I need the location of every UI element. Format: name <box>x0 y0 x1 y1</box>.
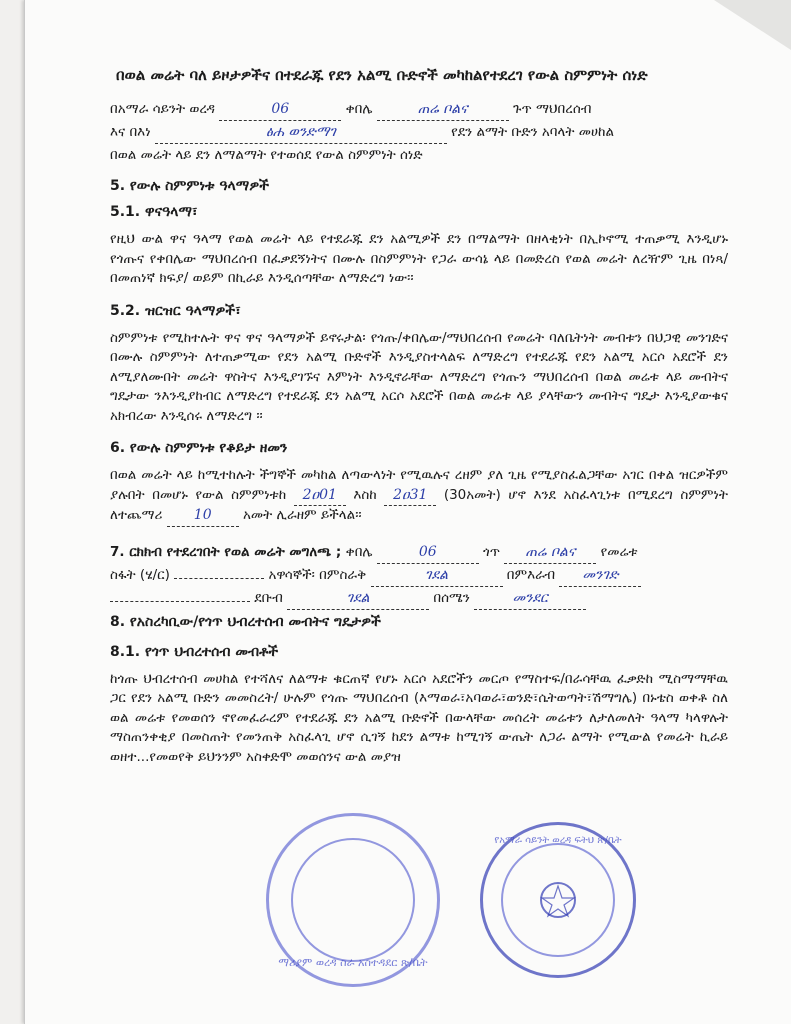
section-6-text-a: በወል መሬት ላይ ከሚተከሉት ችግኞች መካከል ለጣውላነት የሚዉሉና ረዘም ያለ ጊዜ የሚያስፈልጋቸው አገር በቀል ዝርዎችም ያሉበት በመሆኑ የውል ስምምነቱከ <box>110 467 728 503</box>
s7-got-value: ጠሬ ቦልና <box>504 541 596 564</box>
south-blank <box>110 601 250 602</box>
south-value: ገደል <box>287 587 429 610</box>
section-7-line-1 <box>110 541 728 564</box>
south-label: ደቡብ <box>254 589 283 606</box>
section-6-text-c: (30አመት) ሆኖ እንደ አስፈላጊነቱ በሚደረግ ስምምነት ለተጨማሪ <box>110 486 729 523</box>
section-8-heading: 8. የአስረካቢው/የጎጥ ህብረተሰብ መብትና ግዴታዎች <box>110 613 381 630</box>
extension-years: 10 <box>167 506 239 527</box>
contract-start-year: 2ዐ01 <box>294 486 346 507</box>
section-7-heading: 7. ርክክብ የተደረገበት የወል መሬት መግለጫ ; <box>110 543 342 560</box>
s7-kebele-label: ቀበሌ <box>345 543 373 560</box>
section-7-line-2 <box>110 564 728 587</box>
area-label: ስፋት (ሄ/ር) <box>110 566 170 583</box>
left-official-stamp <box>266 813 440 987</box>
section-5-2-heading: 5.2. ዝርዝር ዓላማዎች፣ <box>110 302 241 319</box>
north-value: መንደር <box>474 587 586 610</box>
party-suffix: የደን ልማት ቡድን አባላት መሀከል <box>451 124 615 140</box>
emblem-icon <box>538 880 578 920</box>
party-line-2 <box>110 121 728 144</box>
s7-got-label: ጎጥ <box>483 543 501 560</box>
party-line-1 <box>110 98 728 121</box>
right-stamp-text: የአማራ ሳይንት ወረዳ ፍትህ ጽ/ቤት <box>494 835 622 846</box>
section-6-text <box>110 466 728 527</box>
section-5-1-text: የዚህ ውል ዋና ዓላማ የወል መሬት ላይ የተደራጁ ደን አልሚዎች ደን በማልማት በዘላቂነት በኢኮኖሚ ተጠቃሚ እንዲሆኑ የጎጡና የቀበሌው ማህበረሰብ በፈቃደኝነትና በሙሉ በስምምነት የጋራ ውሳኔ ላይ በመድረስ የወል መሬት ለረዥም ጊዜ በነጻ/በመጠነኛ ክፍያ/ ወይም በኪራይ እንዲሰጣቸው ለማድረግ ነው፡፡ <box>110 231 728 286</box>
west-label: በምእራብ <box>506 566 556 583</box>
section-6-text-b: እስከ <box>353 486 377 503</box>
section-8-1-heading: 8.1. የጎጥ ህብረተሰብ መብቶች <box>110 643 279 660</box>
east-label: አዋሳኞች፡ በምስራቅ <box>268 566 367 583</box>
document-title: በወል መሬት ባለ ይዞታዎችና በተደራጁ የደን አልሚ ቡድኖች መካከልየተደረገ የውል ስምምነት ሰነድ <box>116 66 648 84</box>
s7-got-suffix: የመሬቱ <box>600 543 638 560</box>
left-stamp-inner-ring <box>291 838 415 962</box>
section-5-2-text: ስምምነቱ የሚከተሉት ዋና ዋና ዓላማዎች ይኖሩታል፡ የጎጡ/ቀበሌው/ማህበረሰብ የመሬት ባለቤትነት መብቱን በህጋዊ መንገድና በሙሉ ስምምነት ለተጠቃሚው የደን አልሚ ቡድኖች እንዲያስተላልፍ ለማድረግ የተደራጁ የደን አልሚ አርሶ አደሮች ደን ለሚያለሙበት መሬት ዋስትና እንዲያገኙና እምነት እንዲኖራቸው ለማድረግ የጎጡን ማህበረሰብ በወል መሬቱ ላይ መብትና ግዴታው ንእንዲያከብር ለማድረግ የተደራጁ ደን አልሚ አርሶ አደሮች በወል መሬቱ ላይ ያላቸውን መብትና ግዴታ እንዲያውቁና አክብረው እንዲሰሩ ለማድረግ ፡፡ <box>110 329 728 424</box>
section-8-1-text: ከጎጡ ህብረተሰብ መሀከል የተሻለና ለልማቱ ቁርጠኛ የሆኑ አርሶ አደሮችን መርጦ የማስተፍ/በራሳቸዉ ፈቃድከ ሚስማማቸዉ ጋር የደን አልሚ ቡድን መመስረት/ ሁሉም የጎጡ ማህበረሰብ (እማወራ፣አባወራ፣ወንድ፣ሴትወጣት፣ሽማግሌ) በኑቴስ ወቀቶ ስለ ወል መሬቱ የመወሰን ኖየመፈራረም የተደራጁ ደን አልሚ ቡድኖች በውላቸው መሰረት መሬቱን ለታለመለት ዓላማ ካላዋሉት ማስጠንቀቂያ በመስጠት የመንጠቅ አስፈላጊ ሆኖ ሲገኝ ከደን ልማቱ ከሚገኝ ውጤት ለጋራ ልማት የሚውል የመሬት ኪራይ ወዘተ...የመወየቅ ይህንንም አስቀድሞ መወሰንና ውል መያዝ <box>110 670 728 765</box>
party-line-3: በወል መሬት ላይ ደን ለማልማት የተወሰደ የውል ስምምነት ሰነድ <box>110 147 423 163</box>
left-stamp-text: ማሪያም ወረዳ ስራ አስተዳደር ጽ/ቤት <box>278 956 428 969</box>
section-7-line-3 <box>110 587 728 610</box>
right-official-stamp <box>480 822 636 978</box>
party-prefix: እና በእነ <box>110 124 151 140</box>
got-suffix: ጉጥ ማህበረሰብ <box>512 101 592 117</box>
kebele-label: ቀበሌ <box>345 101 373 117</box>
section-6-heading: 6. የውሉ ስምምነቱ የቆይታ ዘመን <box>110 440 288 456</box>
woreda-value: 06 <box>219 98 341 121</box>
section-5-heading: 5. የውሉ ስምምነቱ ዓላማዎች <box>110 178 269 194</box>
document-body <box>88 62 728 781</box>
north-label: በሰሜን <box>433 589 470 606</box>
east-value: ገደል <box>371 564 503 587</box>
area-blank <box>174 578 264 579</box>
contract-end-year: 2ዐ31 <box>384 486 436 507</box>
section-5-1-heading: 5.1. ዋናዓላማ፣ <box>110 204 198 220</box>
group-leader-name: ፅሐ ወንድማገ <box>155 121 447 144</box>
woreda-label: በአማራ ሳይንት ወረዳ <box>110 101 215 117</box>
west-value: መንገድ <box>559 564 641 587</box>
kebele-value: ጠሬ ቦልና <box>377 98 509 121</box>
s7-kebele-value: 06 <box>377 541 479 564</box>
section-6-text-d: አመት ሊራዘም ይችላል፡፡ <box>243 507 362 523</box>
